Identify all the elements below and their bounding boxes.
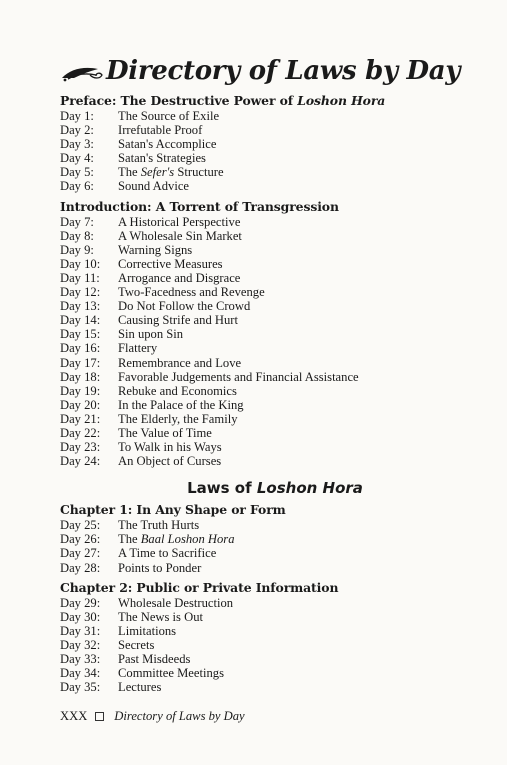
entry-title-pre: Points to Ponder [118, 560, 202, 575]
day-number: Day 10: [60, 256, 101, 271]
entry-title-pre: Past Misdeeds [118, 652, 191, 666]
entry-title [118, 151, 206, 165]
day-number: Day 20: [60, 397, 101, 412]
day-number: Day 26: [60, 532, 101, 547]
entry-title-pre: Causing Strife and Hurt [118, 313, 238, 328]
day-number: Day 3: [60, 137, 94, 152]
sections-container [60, 93, 480, 468]
entry-title [118, 610, 203, 624]
list-item [60, 652, 480, 666]
entry-title [118, 179, 189, 193]
day-number: Day 7: [60, 214, 94, 229]
entry-title [118, 299, 250, 313]
entry-title-pre: A Historical Perspective [118, 214, 241, 229]
list-item [60, 215, 480, 229]
entry-title [118, 561, 201, 575]
entry-title [118, 257, 223, 271]
entry-title [118, 518, 199, 532]
day-number: Day 30: [60, 609, 101, 624]
entry-title [118, 426, 212, 440]
entry-title-pre: The Elderly, the Family [118, 411, 238, 426]
day-number: Day 23: [60, 440, 101, 455]
heading-text: Chapter 1: In Any Shape or Form [60, 502, 286, 518]
entry-title-pre: Flattery [118, 341, 158, 356]
entry-list [60, 596, 480, 695]
entry-title-pre: The Value of Time [118, 425, 212, 440]
chapter-section [60, 502, 480, 574]
entry-title-pre: Secrets [118, 637, 155, 652]
entry-title [118, 313, 238, 327]
entry-title [118, 398, 244, 412]
entry-title [118, 596, 233, 610]
list-item [60, 327, 480, 341]
entry-title-pre: A Wholesale Sin Market [118, 228, 242, 243]
day-number: Day 4: [60, 151, 94, 166]
list-item [60, 356, 480, 370]
day-number: Day 35: [60, 680, 101, 695]
entry-title [118, 384, 237, 398]
entry-title-pre: The Source of Exile [118, 109, 220, 123]
entry-title-em: Sefer's [140, 165, 175, 180]
entry-title [118, 370, 359, 384]
entry-title [118, 624, 176, 638]
list-item [60, 546, 480, 560]
entry-title-pre: The Truth Hurts [118, 518, 200, 533]
title-row [60, 54, 480, 88]
entry-title-pre: Favorable Judgements and Financial Assistance [118, 369, 359, 384]
day-number: Day 29: [60, 595, 101, 610]
entry-title-pre: Satan's Accomplice [118, 137, 217, 152]
day-number: Day 11: [60, 270, 100, 285]
day-number: Day 28: [60, 560, 101, 575]
entry-title [118, 243, 192, 257]
chapter-section [60, 580, 480, 695]
entry-title [118, 327, 183, 341]
day-number: Day 34: [60, 666, 101, 681]
directory-section [60, 93, 480, 194]
day-number: Day 13: [60, 299, 101, 314]
chapter-section-heading [60, 580, 480, 596]
entry-title-pre: Rebuke and Economics [118, 383, 237, 398]
page-title: Directory of Laws by Day [106, 56, 461, 86]
entry-title-em: Baal Loshon Hora [140, 532, 235, 547]
list-item [60, 680, 480, 694]
list-item [60, 518, 480, 532]
entry-title [118, 638, 154, 652]
list-item [60, 412, 480, 426]
day-number: Day 9: [60, 242, 94, 257]
entry-title [118, 165, 224, 179]
day-number: Day 33: [60, 652, 101, 666]
entry-title-pre: Two-Facedness and Revenge [118, 285, 265, 300]
list-item [60, 243, 480, 257]
entry-list [60, 518, 480, 574]
day-number: Day 16: [60, 341, 101, 356]
list-item [60, 440, 480, 454]
day-number: Day 2: [60, 123, 94, 138]
list-item [60, 370, 480, 384]
day-number: Day 21: [60, 411, 101, 426]
entry-title-pre: Lectures [118, 680, 162, 695]
quill-ornament-icon [60, 61, 104, 85]
directory-section [60, 199, 480, 469]
day-number: Day 17: [60, 355, 101, 370]
entry-title [118, 666, 224, 680]
list-item [60, 165, 480, 179]
list-item [60, 123, 480, 137]
day-number: Day 32: [60, 637, 101, 652]
directory-page [60, 54, 480, 694]
list-item [60, 638, 480, 652]
day-number: Day 18: [60, 369, 101, 384]
entry-title [118, 440, 222, 454]
entry-title-pre: Warning Signs [118, 242, 193, 257]
list-item [60, 257, 480, 271]
day-number: Day 24: [60, 454, 101, 469]
heading-text: Introduction: A Torrent of Transgression [60, 198, 339, 214]
day-number: Day 22: [60, 425, 101, 440]
list-item [60, 454, 480, 468]
list-item [60, 624, 480, 638]
list-item [60, 596, 480, 610]
part-heading-emphasis: Loshon Hora [256, 479, 363, 498]
entry-title-pre: Corrective Measures [118, 256, 223, 271]
list-item [60, 426, 480, 440]
list-item [60, 137, 480, 151]
entry-title [118, 532, 235, 546]
entry-title [118, 454, 221, 468]
day-number: Day 15: [60, 327, 101, 342]
entry-title [118, 271, 240, 285]
directory-section-heading [60, 93, 480, 109]
heading-text: Preface: The Destructive Power of [60, 93, 298, 108]
list-item [60, 151, 480, 165]
list-item [60, 561, 480, 575]
entry-list [60, 215, 480, 469]
list-item [60, 610, 480, 624]
list-item [60, 285, 480, 299]
entry-title-pre: In the Palace of the King [118, 397, 244, 412]
entry-title [118, 341, 157, 355]
entry-title [118, 412, 238, 426]
list-item [60, 299, 480, 313]
entry-title [118, 285, 265, 299]
entry-list [60, 109, 480, 194]
entry-title [118, 109, 219, 123]
day-number: Day 5: [60, 165, 94, 180]
list-item [60, 109, 480, 123]
entry-title-pre: Satan's Strategies [118, 151, 206, 166]
entry-title-post: Structure [174, 165, 224, 180]
list-item [60, 398, 480, 412]
day-number: Day 6: [60, 179, 94, 194]
part-heading-text: Laws of [187, 479, 257, 498]
directory-section-heading [60, 199, 480, 215]
entry-title-pre: Wholesale Destruction [118, 595, 234, 610]
heading-emphasis: Loshon Hora [297, 93, 386, 108]
entry-title-pre: Irrefutable Proof [118, 123, 203, 138]
list-item [60, 271, 480, 285]
entry-title [118, 356, 241, 370]
entry-title [118, 546, 216, 560]
day-number: Day 19: [60, 383, 101, 398]
chapters-container [60, 502, 480, 694]
running-title: Directory of Laws by Day [114, 709, 245, 723]
square-bullet-icon [95, 712, 104, 721]
entry-title [118, 123, 202, 137]
entry-title-pre: Do Not Follow the Crowd [118, 299, 251, 314]
heading-text: Chapter 2: Public or Private Information [60, 579, 339, 595]
entry-title-pre: Committee Meetings [118, 666, 224, 681]
page-footer [60, 709, 245, 724]
entry-title-pre: Limitations [118, 623, 177, 638]
day-number: Day 8: [60, 228, 94, 243]
entry-title-pre: A Time to Sacrifice [118, 546, 217, 561]
entry-title-pre: An Object of Curses [118, 454, 222, 469]
entry-title [118, 652, 190, 666]
day-number: Day 25: [60, 518, 101, 533]
entry-title-pre: The News is Out [118, 609, 203, 624]
list-item [60, 666, 480, 680]
day-number: Day 14: [60, 313, 101, 328]
day-number: Day 31: [60, 623, 101, 638]
chapter-section-heading [60, 502, 480, 518]
entry-title-pre: Sin upon Sin [118, 327, 184, 342]
entry-title [118, 137, 216, 151]
page-folio: XXX [60, 709, 88, 723]
entry-title [118, 229, 242, 243]
list-item [60, 532, 480, 546]
list-item [60, 341, 480, 355]
day-number: Day 27: [60, 546, 101, 561]
entry-title-pre: Remembrance and Love [118, 355, 242, 370]
list-item [60, 229, 480, 243]
part-heading [60, 478, 480, 498]
entry-title [118, 215, 240, 229]
entry-title-pre: Arrogance and Disgrace [118, 270, 241, 285]
entry-title-pre: Sound Advice [118, 179, 190, 194]
list-item [60, 179, 480, 193]
entry-title-pre: The [118, 165, 141, 180]
entry-title-pre: The [118, 532, 141, 547]
entry-title-pre: To Walk in his Ways [118, 440, 222, 455]
entry-title [118, 680, 161, 694]
list-item [60, 384, 480, 398]
day-number: Day 12: [60, 285, 101, 300]
day-number: Day 1: [60, 109, 94, 123]
list-item [60, 313, 480, 327]
